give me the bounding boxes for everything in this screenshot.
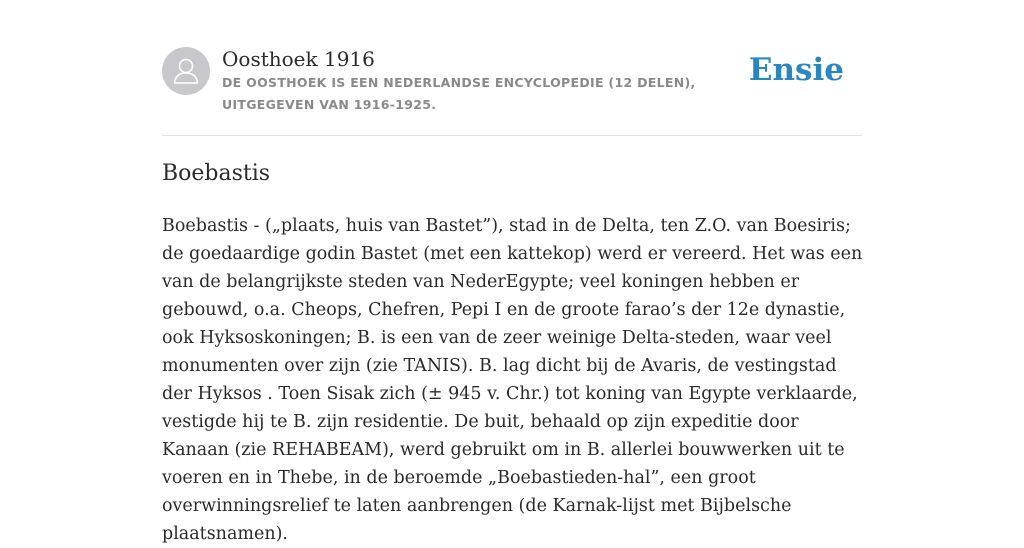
user-icon[interactable] xyxy=(162,47,210,95)
source-title[interactable]: Oosthoek 1916 xyxy=(222,47,375,71)
entry-body: Boebastis - („plaats, huis van Bastet”), stad in de Delta, ten Z.O. van Boesiris; de goedaardige godin Bastet (met een kattekop) werd er vereerd. Het was een van de belangrijkste steden van NederEgypte; veel koningen hebben er gebouwd, o.a. Cheops, Chefren, Pepi I en de groote farao’s der 12e dynastie, ook Hyksoskoningen; B. is een van de zeer weinige Delta-steden, waar veel monumenten over zijn (zie TANIS). B. lag dicht bij de Avaris, de vestingstad der Hyksos . Toen Sisak zich (± 945 v. Chr.) tot koning van Egypte verklaarde, vestigde hij te B. zijn residentie. De buit, behaald op zijn expeditie door Kanaan (zie REHABEAM), werd gebruikt om in B. allerlei bouwwerken uit te voeren en in Thebe, in de beroemde „Boebastieden-hal”, een groot overwinningsrelief te laten aanbrengen (de Karnak-lijst met Bijbelsche plaatsnamen). xyxy=(162,216,863,544)
source-description: DE OOSTHOEK IS EEN NEDERLANDSE ENCYCLOPEDIE (12 DELEN), UITGEGEVEN VAN 1916-1925. xyxy=(222,75,696,112)
ensie-logo[interactable]: Ensie xyxy=(748,52,844,88)
source-header xyxy=(162,44,862,136)
entry-title: Boebastis xyxy=(162,161,271,186)
user-icon-graphic xyxy=(162,47,210,95)
header-divider xyxy=(162,135,862,136)
